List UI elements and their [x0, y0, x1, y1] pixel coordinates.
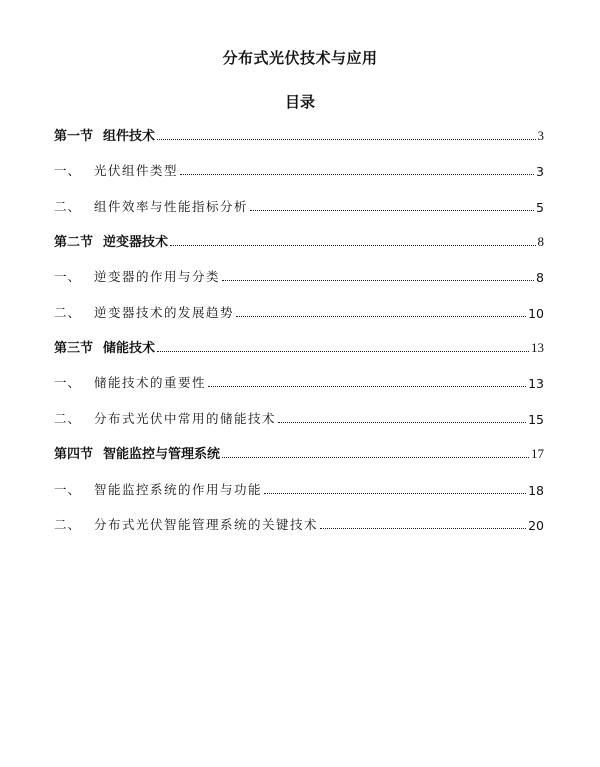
toc-entry-page: 17 — [531, 446, 544, 461]
toc-dot-leader — [222, 280, 534, 281]
toc-entry-title: 分布式光伏智能管理系统的关键技术 — [94, 517, 319, 532]
toc-entry-number: 第一节 — [54, 129, 94, 144]
toc-entry-number: 二、 — [54, 305, 82, 320]
toc-entry-page: 8 — [537, 234, 544, 249]
toc-entry-title: 光伏组件类型 — [94, 163, 179, 178]
toc-entry-number: 一、 — [54, 269, 82, 284]
toc-entry-2-2[interactable] — [54, 301, 544, 321]
toc-dot-leader — [320, 528, 526, 529]
toc-entry-3-2[interactable] — [54, 407, 544, 427]
toc-entry-page: 3 — [537, 128, 544, 143]
toc-dot-leader — [264, 493, 526, 494]
toc-entry-page: 8 — [536, 270, 544, 285]
toc-entry-section-3[interactable] — [54, 336, 544, 356]
toc-entry-number: 一、 — [54, 482, 82, 497]
toc-entry-page: 15 — [528, 412, 544, 427]
toc-entry-page: 20 — [528, 518, 544, 533]
toc-entry-title: 智能监控与管理系统 — [103, 447, 221, 462]
toc-entry-2-1[interactable] — [54, 265, 544, 285]
toc-entry-3-1[interactable] — [54, 371, 544, 391]
toc-entry-number: 第三节 — [54, 341, 94, 356]
toc-heading: 目录 — [284, 93, 315, 111]
toc-entry-number: 第二节 — [54, 235, 94, 250]
toc-entry-title: 逆变器技术的发展趋势 — [94, 305, 235, 320]
toc-entry-title: 智能监控系统的作用与功能 — [94, 482, 263, 497]
toc-entry-page: 13 — [531, 340, 544, 355]
toc-entry-section-1[interactable] — [54, 124, 544, 144]
toc-entry-number: 一、 — [54, 375, 82, 390]
toc-dot-leader — [170, 245, 535, 246]
toc-entry-title: 逆变器的作用与分类 — [94, 269, 221, 284]
toc-dot-leader — [278, 422, 526, 423]
toc-entry-title: 组件效率与性能指标分析 — [94, 199, 249, 214]
toc-entry-title: 分布式光伏中常用的储能技术 — [94, 411, 277, 426]
toc-entry-4-2[interactable] — [54, 513, 544, 533]
document-title: 分布式光伏技术与应用 — [222, 49, 378, 67]
toc-entry-page: 10 — [528, 306, 544, 321]
toc-dot-leader — [250, 210, 534, 211]
toc-entry-section-4[interactable] — [54, 442, 544, 462]
toc-entry-4-1[interactable] — [54, 478, 544, 498]
toc-entry-number: 二、 — [54, 199, 82, 214]
toc-entry-number: 第四节 — [54, 447, 94, 462]
toc-entry-number: 二、 — [54, 411, 82, 426]
toc-entry-page: 3 — [536, 164, 544, 179]
toc-dot-leader — [208, 386, 526, 387]
toc-dot-leader — [222, 457, 529, 458]
toc-entry-number: 一、 — [54, 163, 82, 178]
toc-entry-page: 18 — [528, 483, 544, 498]
toc-dot-leader — [236, 316, 526, 317]
toc-entry-section-2[interactable] — [54, 230, 544, 250]
toc-entry-title: 组件技术 — [103, 129, 156, 144]
toc-entry-1-1[interactable] — [54, 159, 544, 179]
toc-entry-title: 储能技术的重要性 — [94, 375, 207, 390]
toc-entry-page: 13 — [528, 376, 544, 391]
toc-dot-leader — [180, 174, 534, 175]
toc-entry-number: 二、 — [54, 517, 82, 532]
toc-dot-leader — [157, 351, 529, 352]
toc-entry-title: 逆变器技术 — [103, 235, 169, 250]
toc-entry-1-2[interactable] — [54, 195, 544, 215]
toc-dot-leader — [157, 139, 535, 140]
toc-entry-page: 5 — [536, 200, 544, 215]
toc-entry-title: 储能技术 — [103, 341, 156, 356]
